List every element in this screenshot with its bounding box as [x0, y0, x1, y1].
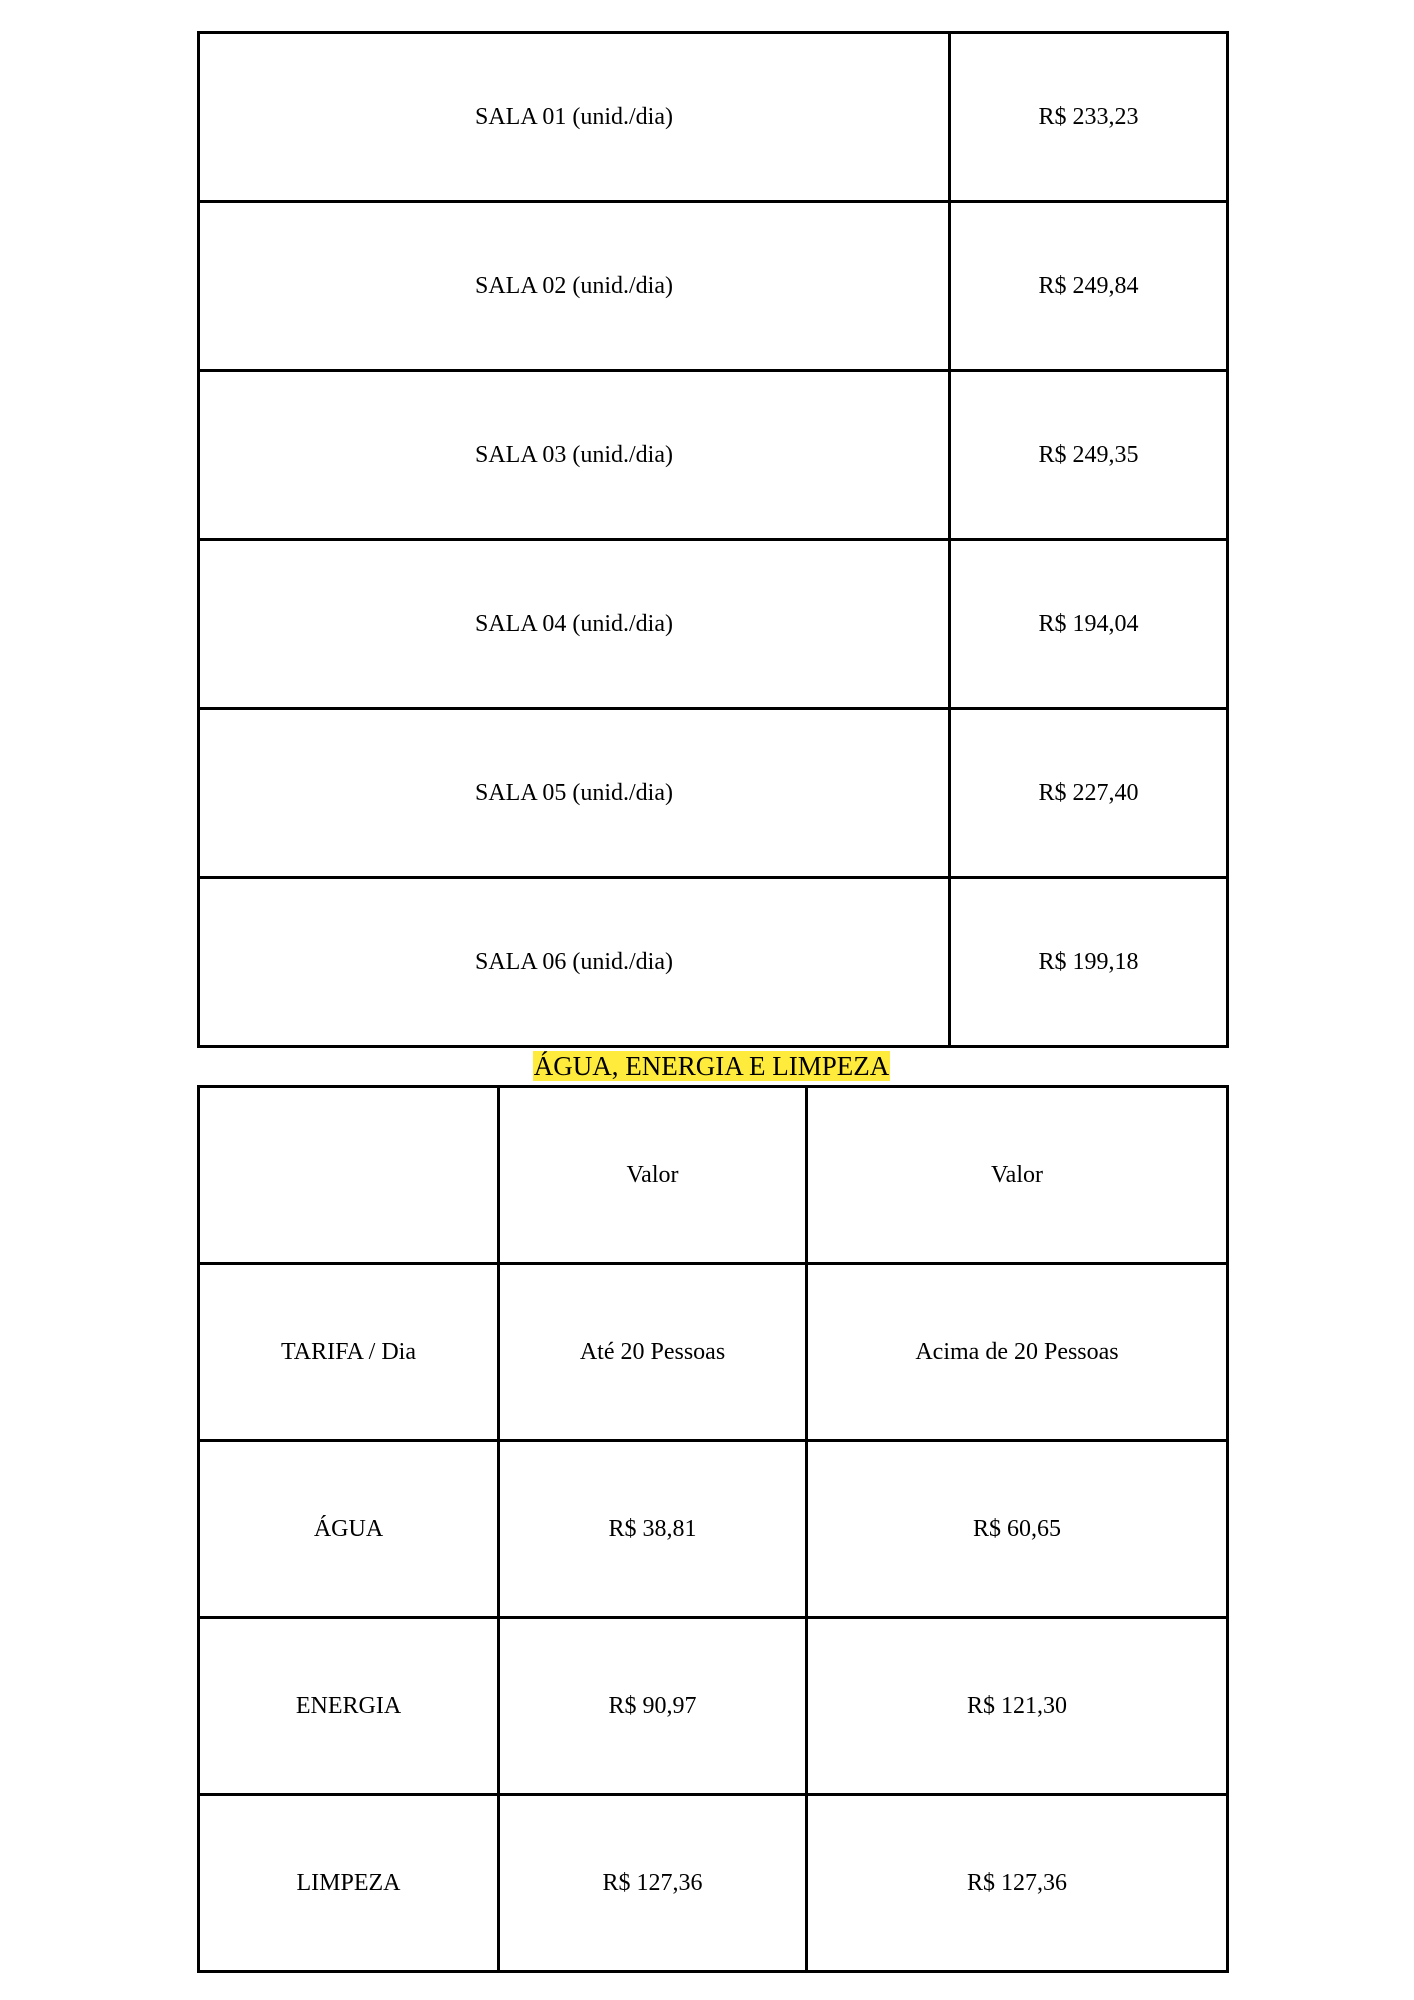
table-row [199, 540, 1228, 709]
utility-price-cell: R$ 121,30 [807, 1618, 1228, 1795]
tariff-label-cell: TARIFA / Dia [199, 1264, 499, 1441]
room-name-cell: SALA 05 (unid./dia) [199, 709, 950, 878]
table-row [199, 709, 1228, 878]
utility-price-cell: R$ 90,97 [499, 1618, 807, 1795]
utility-name-cell: LIMPEZA [199, 1795, 499, 1972]
room-name-cell: SALA 01 (unid./dia) [199, 33, 950, 202]
room-name-cell: SALA 04 (unid./dia) [199, 540, 950, 709]
room-price-cell: R$ 249,84 [950, 202, 1228, 371]
room-price-cell: R$ 249,35 [950, 371, 1228, 540]
utility-price-cell: R$ 38,81 [499, 1441, 807, 1618]
room-price-cell: R$ 227,40 [950, 709, 1228, 878]
table-row [199, 1441, 1228, 1618]
room-price-cell: R$ 199,18 [950, 878, 1228, 1047]
table-row [199, 1795, 1228, 1972]
utility-name-cell: ÁGUA [199, 1441, 499, 1618]
table-row [199, 1618, 1228, 1795]
table-row [199, 202, 1228, 371]
rooms-price-table [197, 31, 1229, 1048]
header-cell-empty [199, 1087, 499, 1264]
utilities-tariff-table [197, 1085, 1229, 1973]
room-name-cell: SALA 06 (unid./dia) [199, 878, 950, 1047]
section-title: ÁGUA, ENERGIA E LIMPEZA [533, 1051, 890, 1081]
table-row [199, 878, 1228, 1047]
utility-price-cell: R$ 60,65 [807, 1441, 1228, 1618]
room-name-cell: SALA 03 (unid./dia) [199, 371, 950, 540]
table-row [199, 33, 1228, 202]
room-price-cell: R$ 233,23 [950, 33, 1228, 202]
header-cell-value: Valor [807, 1087, 1228, 1264]
utility-price-cell: R$ 127,36 [499, 1795, 807, 1972]
utility-price-cell: R$ 127,36 [807, 1795, 1228, 1972]
tier-up-to-20-cell: Até 20 Pessoas [499, 1264, 807, 1441]
room-price-cell: R$ 194,04 [950, 540, 1228, 709]
utility-name-cell: ENERGIA [199, 1618, 499, 1795]
table-subheader-row [199, 1264, 1228, 1441]
header-cell-value: Valor [499, 1087, 807, 1264]
section-heading [197, 1049, 1226, 1083]
table-header-row [199, 1087, 1228, 1264]
table-row [199, 371, 1228, 540]
tier-above-20-cell: Acima de 20 Pessoas [807, 1264, 1228, 1441]
room-name-cell: SALA 02 (unid./dia) [199, 202, 950, 371]
